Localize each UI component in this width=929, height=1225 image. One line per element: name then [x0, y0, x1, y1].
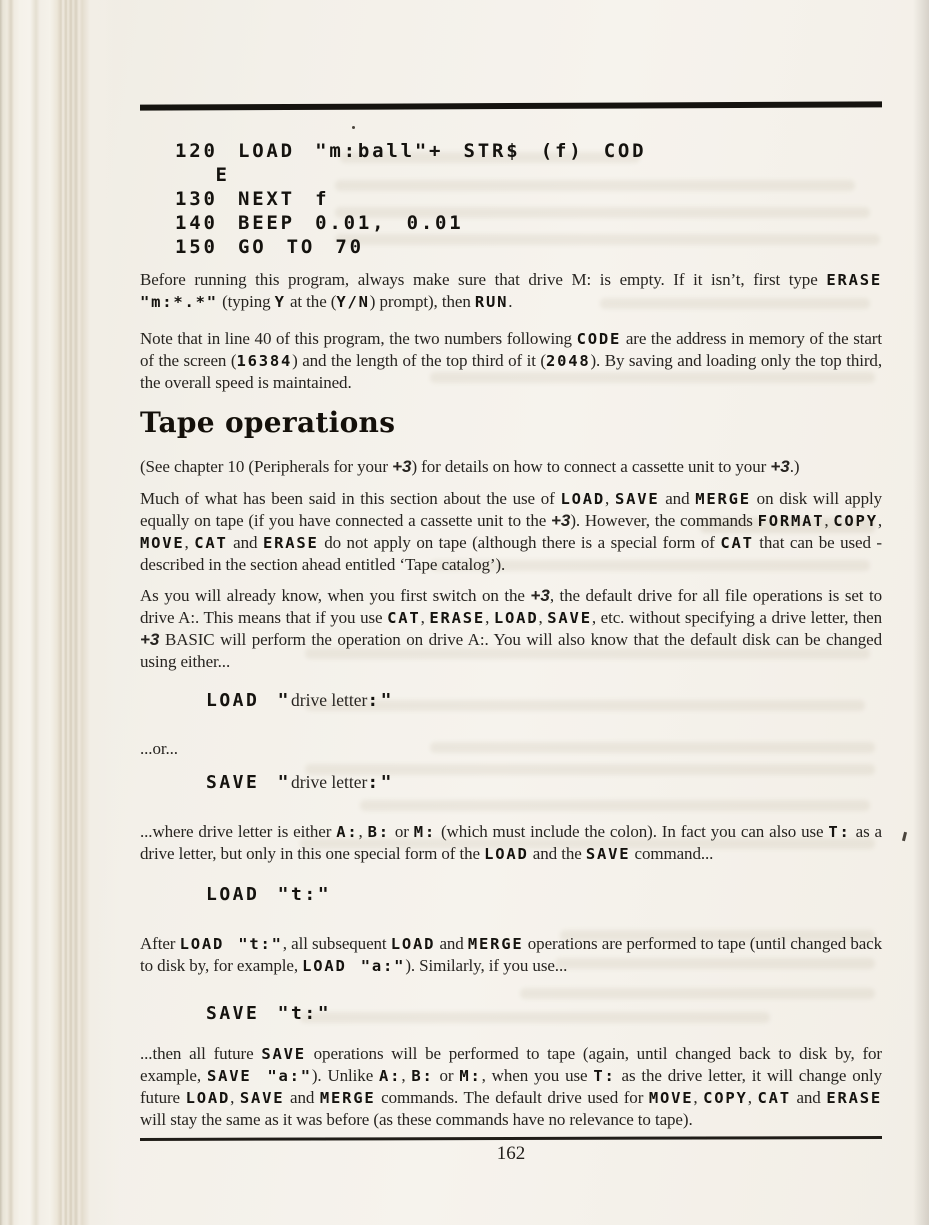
placeholder-text: drive letter	[291, 690, 368, 710]
body-text: and	[227, 533, 263, 552]
page-content	[140, 0, 882, 1165]
inline-keyword: SAVE	[614, 490, 660, 508]
inline-keyword: SAVE "a:"	[206, 1067, 312, 1085]
body-text: and	[284, 1088, 320, 1107]
body-text: ,	[693, 1088, 704, 1107]
body-text: operations are performed to tape (until changed back to disk by, for example,	[140, 934, 883, 975]
section-heading: Tape operations	[140, 406, 396, 439]
inline-keyword: CAT	[757, 1089, 791, 1107]
body-text: operations will be performed to tape (again, until changed back to disk by, for example,	[140, 1044, 882, 1085]
command-example	[140, 690, 882, 711]
body-text: (See chapter 10 (Peripherals for your	[140, 457, 393, 476]
inline-keyword: LOAD	[484, 845, 529, 863]
body-text: at the (	[285, 292, 337, 311]
inline-keyword: ERASE	[429, 609, 486, 627]
body-text: ,	[747, 1088, 758, 1107]
body-text: and	[659, 489, 696, 508]
code-line: 140 BEEP 0.01, 0.01	[175, 212, 464, 234]
bottom-rule	[140, 1136, 882, 1140]
command-example	[140, 1003, 882, 1024]
plus3-logo-text: +3	[770, 457, 790, 476]
body-text: ,	[877, 511, 882, 530]
body-text: and	[435, 934, 468, 953]
body-text: ) for details on how to connect a cassette unit to your	[411, 457, 771, 476]
body-text: ). By saving and loading only the top third, the overall speed is maintained.	[140, 351, 882, 392]
code-line: 130 NEXT f	[175, 188, 330, 210]
inline-keyword: T:	[828, 823, 851, 841]
paragraph	[140, 328, 882, 394]
inline-keyword: 2048	[545, 352, 591, 370]
top-rule	[140, 101, 882, 110]
keyword-text: LOAD "	[206, 690, 292, 711]
inline-keyword: LOAD	[560, 490, 606, 508]
body-text: ,	[824, 511, 834, 530]
inline-keyword: CAT	[387, 609, 421, 627]
body-text: After	[140, 934, 180, 953]
inline-keyword: SAVE	[547, 609, 592, 627]
body-text: or	[433, 1066, 460, 1085]
keyword-text: LOAD "t:"	[206, 884, 332, 905]
body-text: and	[790, 1088, 827, 1107]
paragraph	[140, 456, 882, 478]
inline-keyword: Y	[274, 293, 286, 311]
inline-keyword: MERGE	[695, 490, 751, 508]
body-text: that can be used - described in the section ahead entitled ‘Tape catalog’).	[140, 533, 882, 574]
inline-keyword: RUN	[474, 293, 509, 311]
inline-keyword: ERASE	[262, 534, 319, 552]
text-blocks	[140, 103, 882, 1140]
body-text: and the	[528, 844, 586, 863]
body-text: ) and the length of the top third of it (	[292, 351, 546, 370]
body-text: or	[389, 822, 414, 841]
inline-keyword: SAVE	[261, 1045, 306, 1063]
body-text: ,	[358, 822, 368, 841]
paragraph	[140, 488, 882, 576]
body-text: are the address in memory of the start of the screen (	[140, 329, 882, 370]
code-line: E	[175, 164, 230, 186]
keyword-text: :"	[367, 690, 394, 711]
inline-keyword: MOVE	[648, 1089, 694, 1107]
body-text: ...then all future	[140, 1044, 262, 1063]
inline-keyword: CODE	[576, 330, 622, 348]
command-example	[140, 884, 882, 905]
body-text: ). Unlike	[311, 1066, 380, 1085]
body-text: as a drive letter, but only in this one special form of the	[140, 822, 882, 863]
inline-keyword: B:	[367, 823, 390, 841]
body-text: commands. The default drive used for	[375, 1088, 649, 1107]
body-text: ...or...	[140, 739, 178, 758]
body-text: command...	[630, 844, 714, 863]
inline-keyword: COPY	[703, 1089, 748, 1107]
body-text: Much of what has been said in this section about the use of	[140, 489, 561, 508]
body-text: will stay the same as it was before (as these commands have no relevance to tape).	[140, 1110, 693, 1129]
body-text: (typing	[217, 292, 275, 311]
inline-keyword: M:	[413, 823, 437, 841]
inline-keyword: ERASE "m:*.*"	[140, 271, 882, 311]
inline-keyword: 16384	[236, 352, 293, 370]
body-text: as the drive letter, it will change only future	[140, 1066, 883, 1107]
paragraph	[140, 1043, 882, 1131]
paragraph	[140, 738, 882, 760]
inline-keyword: SAVE	[239, 1089, 285, 1107]
inline-keyword: LOAD	[185, 1089, 231, 1107]
body-text: BASIC will perform the operation on drive A:. You will also know that the default disk can be changed using either...	[140, 630, 882, 671]
body-text: ...where drive letter is either	[140, 822, 337, 841]
inline-keyword: LOAD	[390, 935, 436, 953]
body-text: ,	[184, 533, 195, 552]
keyword-text: SAVE "	[206, 772, 292, 793]
inline-keyword: T:	[593, 1067, 616, 1085]
placeholder-text: drive letter	[291, 772, 368, 792]
body-text: ,	[538, 608, 548, 627]
body-text: ,	[420, 608, 430, 627]
plus3-logo-text: +3	[550, 511, 571, 530]
body-text: ) prompt), then	[369, 292, 475, 311]
keyword-text: :"	[367, 772, 394, 793]
body-text: Note that in line 40 of this program, the two numbers following	[140, 329, 577, 348]
book-page-edges	[0, 0, 120, 1225]
inline-keyword: A:	[379, 1067, 402, 1085]
body-text: (which must include the colon). In fact you can also use	[436, 822, 829, 841]
plus3-logo-text: +3	[392, 457, 412, 476]
ink-speck	[902, 832, 907, 841]
body-text: do not apply on tape (although there is a special form of	[318, 533, 721, 552]
inline-keyword: B:	[411, 1067, 434, 1085]
command-example	[140, 772, 882, 793]
body-text: As you will already know, when you first switch on the	[140, 586, 531, 605]
inline-keyword: LOAD "a:"	[302, 957, 406, 975]
body-text: ). Similarly, if you use...	[405, 956, 568, 975]
keyword-text: SAVE "t:"	[206, 1003, 332, 1024]
body-text: .)	[789, 457, 800, 476]
body-text: , the default drive for all file operations is set to drive A:. This means that if you use	[140, 586, 882, 627]
inline-keyword: MERGE	[467, 935, 524, 953]
inline-keyword: FORMAT	[757, 512, 825, 530]
body-text: ,	[485, 608, 494, 627]
plus3-logo-text: +3	[140, 630, 160, 649]
inline-keyword: A:	[336, 823, 359, 841]
paragraph	[140, 585, 882, 673]
basic-listing	[140, 139, 882, 259]
body-text: on disk will apply equally on tape (if you have connected a cassette unit to the	[140, 489, 882, 530]
body-text: Before running this program, always make sure that drive M: is empty. If it isn’t, first type	[140, 270, 827, 289]
inline-keyword: LOAD "t:"	[179, 935, 283, 953]
inline-keyword: SAVE	[585, 845, 631, 863]
code-line: 120 LOAD "m:ball"+ STR$ (f) COD	[175, 140, 647, 162]
inline-keyword: MOVE	[140, 534, 185, 552]
inline-keyword: CAT	[194, 534, 228, 552]
body-text: ,	[605, 489, 615, 508]
inline-keyword: Y/N	[336, 293, 370, 311]
plus3-logo-text: +3	[530, 586, 550, 605]
page-right-edge-shadow	[913, 0, 929, 1225]
page-number: 162	[496, 1142, 526, 1164]
paragraph	[140, 933, 882, 977]
inline-keyword: MERGE	[319, 1089, 376, 1107]
inline-keyword: CAT	[720, 534, 754, 552]
body-text: ,	[230, 1088, 240, 1107]
body-text: , all subsequent	[282, 934, 391, 953]
inline-keyword: COPY	[833, 512, 878, 530]
body-text: , when you use	[481, 1066, 594, 1085]
code-line: 150 GO TO 70	[175, 236, 364, 258]
body-text: ). However, the commands	[570, 511, 758, 530]
inline-keyword: LOAD	[493, 609, 539, 627]
inline-keyword: ERASE	[826, 1089, 882, 1107]
paragraph	[140, 269, 882, 313]
inline-keyword: M:	[459, 1067, 482, 1085]
body-text: ,	[401, 1066, 412, 1085]
body-text: .	[508, 292, 513, 311]
paragraph	[140, 821, 882, 865]
body-text: , etc. without specifying a drive letter, then	[591, 608, 882, 627]
